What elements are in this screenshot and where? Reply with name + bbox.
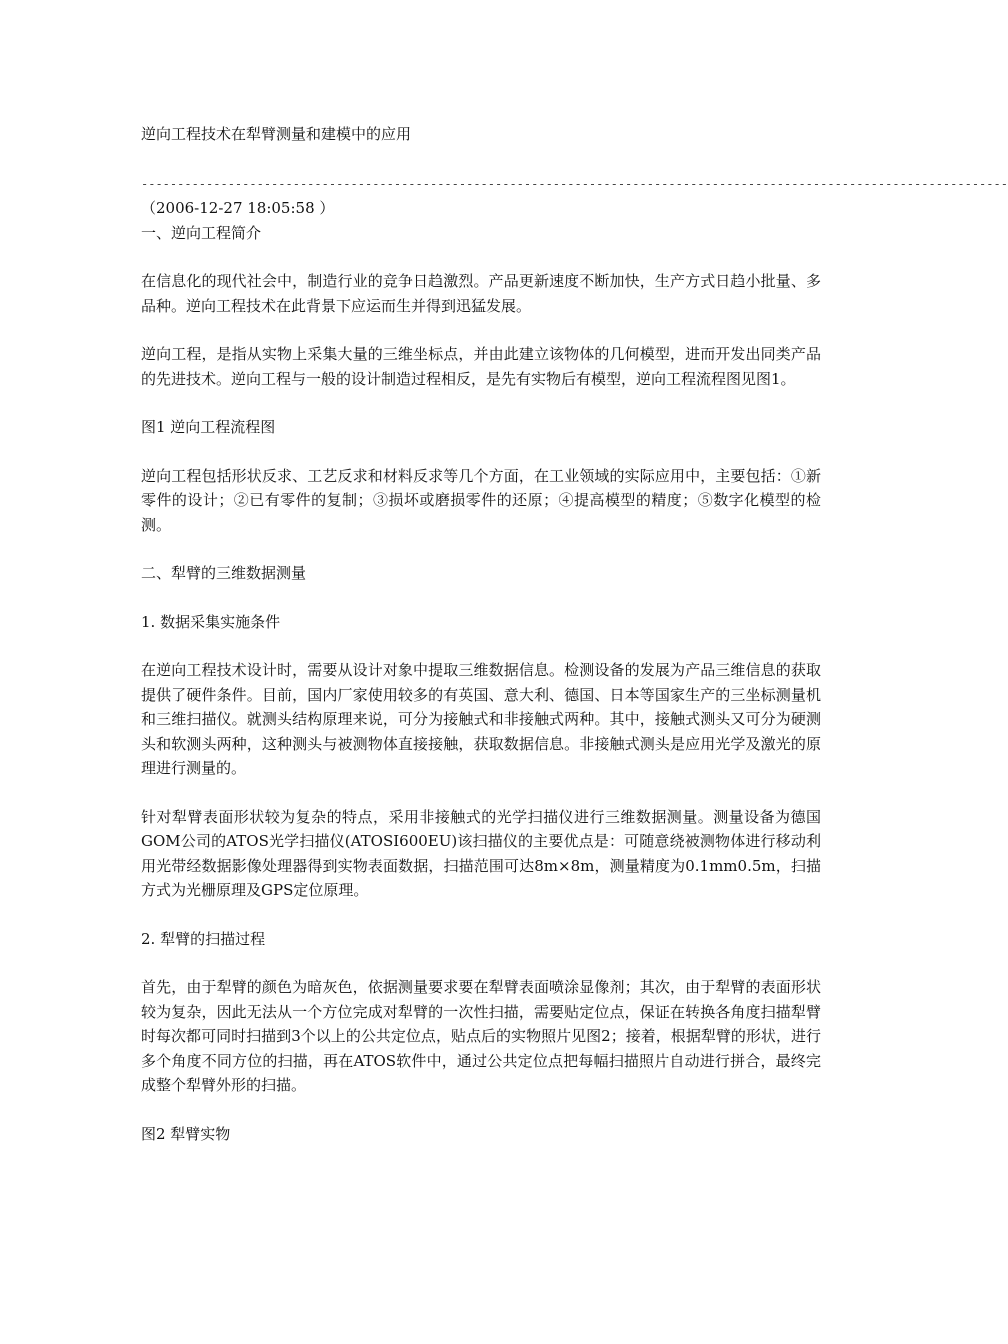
document-body — [141, 122, 1008, 1146]
paragraph-2: 逆向工程，是指从实物上采集大量的三维坐标点，并由此建立该物体的几何模型，进而开发出同类产品的先进技术。逆向工程与一般的设计制造过程相反，是先有实物后有模型，逆向工程流程图见图1。 — [141, 345, 821, 388]
figure-2-caption: 图2 犁臂实物 — [141, 1124, 231, 1143]
divider-line: ------------------------------------------------------------------------------------------------------------------------ — [141, 177, 1008, 191]
subsection-heading-2: 2. 犁臂的扫描过程 — [141, 929, 266, 948]
figure-1-caption: 图1 逆向工程流程图 — [141, 418, 276, 436]
section-heading-measurement: 二、犁臂的三维数据测量 — [141, 564, 307, 582]
section-heading-intro: 一、逆向工程简介 — [141, 223, 262, 242]
paragraph-1: 在信息化的现代社会中，制造行业的竞争日趋激烈。产品更新速度不断加快，生产方式日趋小批量、多品种。逆向工程技术在此背景下应运而生并得到迅猛发展。 — [141, 272, 821, 315]
paragraph-4: 在逆向工程技术设计时，需要从设计对象中提取三维数据信息。检测设备的发展为产品三维信息的获取提供了硬件条件。目前，国内厂家使用较多的有英国、意大利、德国、日本等国家生产的三坐标测量机和三维扫描仪。就测头结构原理来说，可分为接触式和非接触式两种。其中，接触式测头又可分为硬测头和软测头两种，这种测头与被测物体直接接触，获取数据信息。非接触式测头是应用光学及激光的原理进行测量的。 — [141, 661, 821, 777]
paragraph-3: 逆向工程包括形状反求、工艺反求和材料反求等几个方面，在工业领域的实际应用中，主要包括：①新零件的设计；②已有零件的复制；③损坏或磨损零件的还原；④提高模型的精度；⑤数字化模型的检测。 — [141, 466, 821, 534]
subsection-heading-1: 1. 数据采集实施条件 — [141, 612, 281, 631]
publish-timestamp: （2006-12-27 18:05:58 ） — [141, 199, 335, 217]
paragraph-6: 首先，由于犁臂的颜色为暗灰色，依据测量要求要在犁臂表面喷涂显像剂；其次，由于犁臂的表面形状较为复杂，因此无法从一个方位完成对犁臂的一次性扫描，需要贴定位点，保证在转换各角度扫描犁臂时每次都可同时扫描到3个以上的公共定位点，贴点后的实物照片见图2；接着，根据犁臂的形状，进行多个角度不同方位的扫描，再在ATOS软件中，通过公共定位点把每幅扫描照片自动进行拼合，最终完成整个犁臂外形的扫描。 — [141, 978, 821, 1094]
article-title: 逆向工程技术在犁臂测量和建模中的应用 — [141, 125, 412, 143]
paragraph-5: 针对犁臂表面形状较为复杂的特点，采用非接触式的光学扫描仪进行三维数据测量。测量设备为德国GOM公司的ATOS光学扫描仪(ATOSI600EU)该扫描仪的主要优点是：可随意绕被测物体进行移动利用光带经数据影像处理器得到实物表面数据，扫描范围可达8m×8m，测量精度为0.1mm0.5m，扫描方式为光栅原理及GPS定位原理。 — [141, 807, 821, 899]
